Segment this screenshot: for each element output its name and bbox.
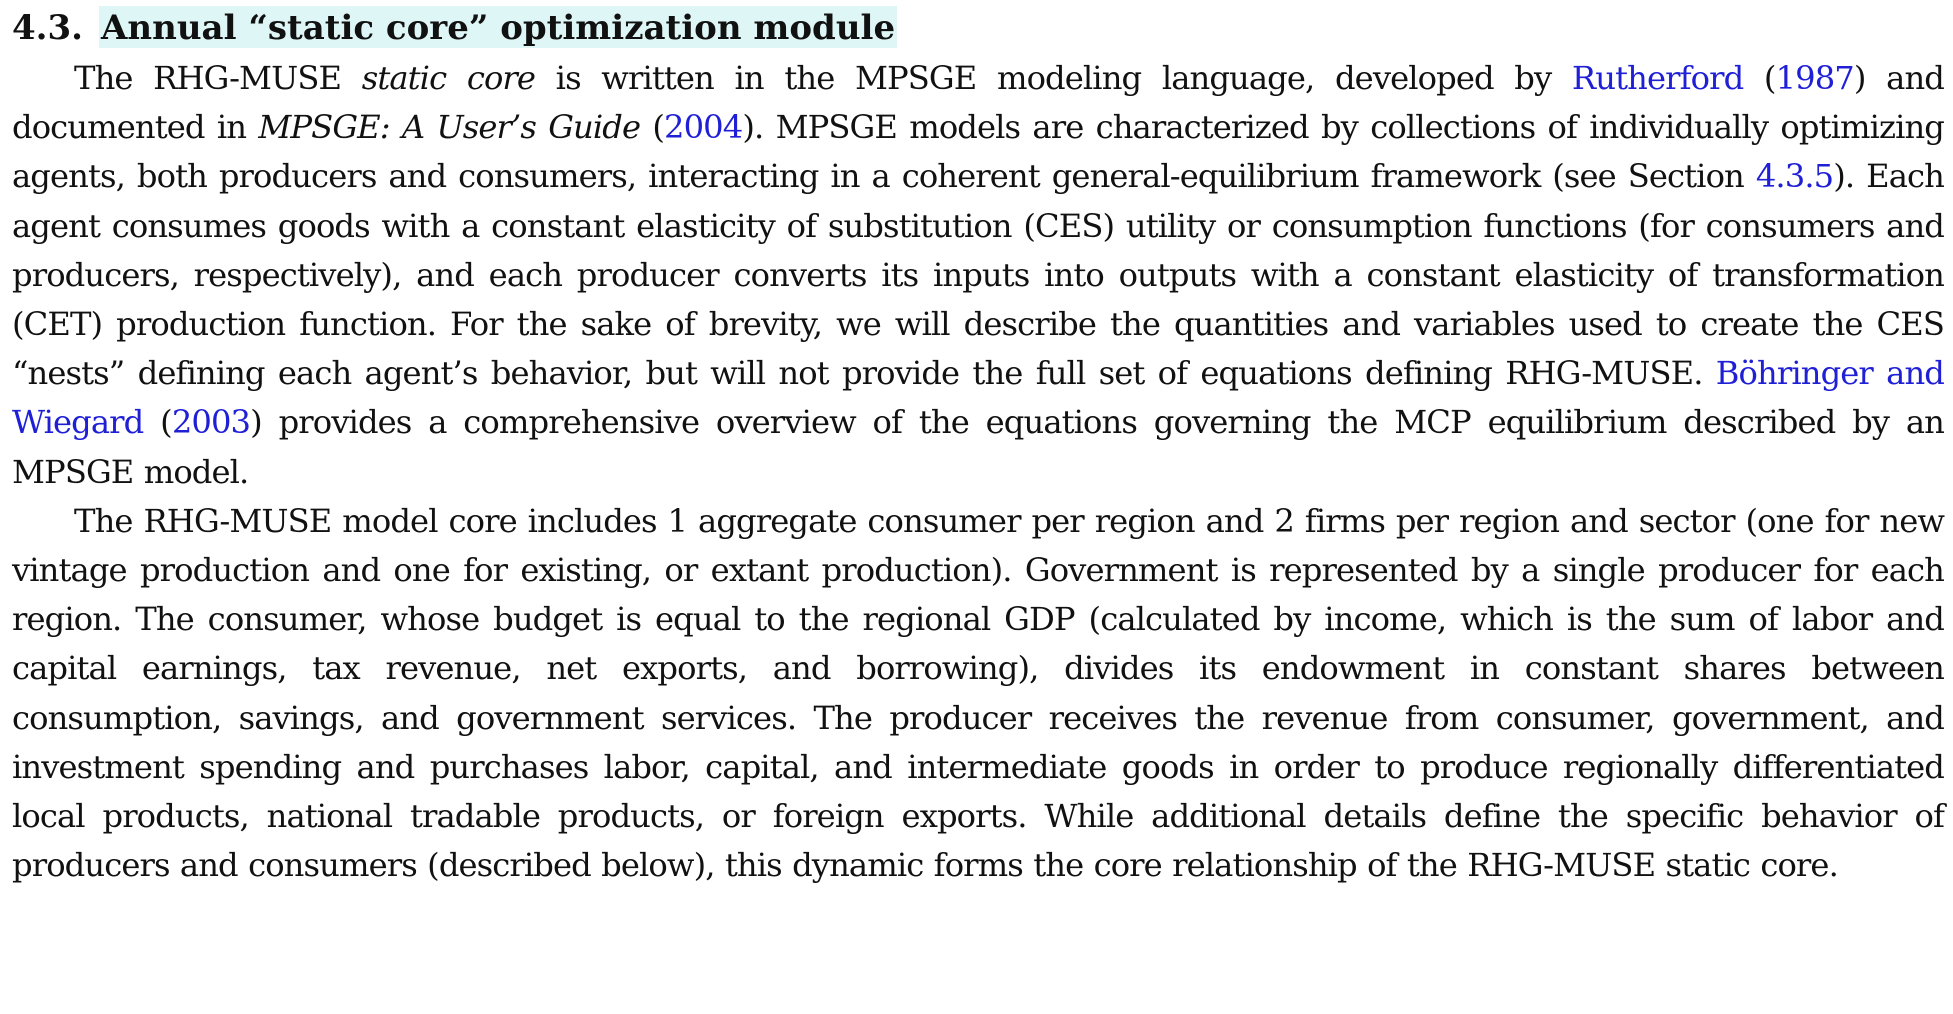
section-number: 4.3. [12,8,83,48]
citation-link-2003[interactable]: 2003 [171,403,251,442]
section-title: Annual “static core” optimization module [101,8,896,48]
emphasis-static-core: static core [361,59,536,97]
text-run: ) provides a comprehensive overview of the equations governing the MCP equilibrium described by an MPSGE model. [12,403,1944,491]
text-run: ) and documented in [12,59,1944,147]
paragraph-2: The RHG-MUSE model core includes 1 aggregate consumer per region and 2 firms per region and sector (one for new vintage production and one for existing, or extant production). Government is represented by a single producer for each region. The consumer, whose budget is equal to the regional GDP (calculated by income, which is the sum of labor and capital earnings, tax revenue, net exports, and borrowing), divides its endowment in constant shares between consumption, savings, and government services. The producer receives the revenue from consumer, government, and investment spending and purchases labor, capital, and intermediate goods in order to produce regionally differentiated local products, national tradable products, or foreign exports. While additional details define the specific behavior of producers and consumers (described below), this dynamic forms the core relationship of the RHG-MUSE static core. [12,501,1944,885]
text-run: ). Each agent consumes goods with a constant elasticity of substitution (CES) utility or consumption functions (for consumers and producers, respectively), and each producer converts its inputs into outputs with a constant elasticity of transformation (CET) production function. For the sake of brevity, we will describe the quantities and variables used to create the CES “nests” defining each agent’s behavior, but will not provide the full set of equations defining RHG-MUSE. [12,157,1944,393]
text-run: ). MPSGE models are characterized by collections of individually optimizing agents, both producers and consumers, interacting in a coherent general-equilibrium framework (see Section [12,108,1944,196]
citation-link-rutherford[interactable]: Rutherford [1571,59,1744,97]
section-link-4-3-5[interactable]: 4.3.5 [1755,157,1834,196]
section-heading [12,2,1944,54]
citation-link-bohringer-wiegard[interactable]: Böhringer and Wiegard [12,354,1944,442]
emphasis-guide-title: MPSGE: A User’s Guide [258,108,641,147]
text-run: The RHG-MUSE [74,59,362,97]
citation-link-1987[interactable]: 1987 [1775,59,1854,97]
text-run: ( [143,403,172,442]
citation-link-2004[interactable]: 2004 [664,108,743,147]
text-run: is written in the MPSGE modeling language, developed by [535,59,1572,97]
text-run: ( [640,108,665,147]
document-page [12,0,1944,890]
text-run: ( [1743,59,1776,97]
paragraph-1 [12,54,1944,497]
